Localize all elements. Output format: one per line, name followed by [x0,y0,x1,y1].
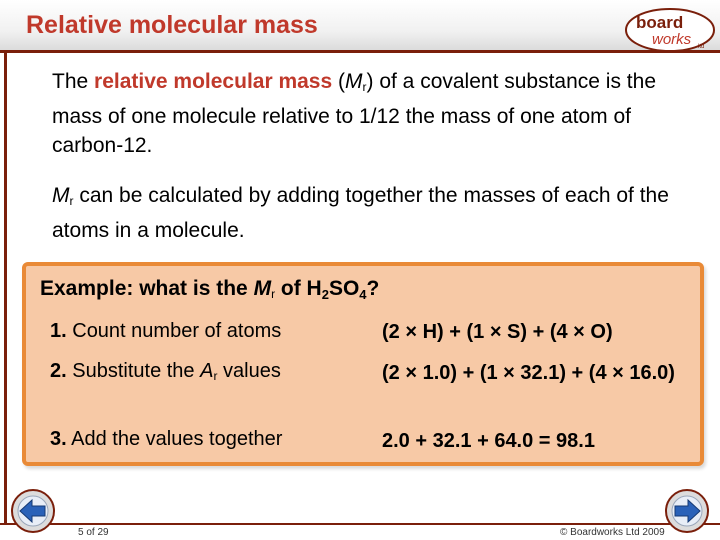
step-1-value: (2 × H) + (1 × S) + (4 × O) [382,321,613,343]
footer-divider [0,523,720,525]
slide-title: Relative molecular mass [26,11,318,39]
key-term: relative molecular mass [94,70,333,93]
logo-text-ltd: ltd [698,44,705,50]
calculation-paragraph: $M_r$ can be calculated by adding together the masses of each of the atoms in a molecule. [52,184,669,242]
next-slide-button[interactable] [664,488,710,534]
step-2-label: 2. Substitute the $A_r$ values [50,360,281,383]
step-3-value: 2.0 + 32.1 + 64.0 = 98.1 [382,430,595,452]
left-frame-bar [4,53,7,523]
definition-paragraph: The relative molecular mass $(M_r)$ of a covalent substance is the mass of one molecule relative to 1/12 the mass of one atom of carbon-12. [52,70,656,157]
logo-text-works: works [652,31,692,48]
step-2-value: (2 × 1.0) + (1 × 32.1) + (4 × 16.0) [382,362,675,384]
mr-symbol: M [52,184,70,207]
previous-slide-button[interactable] [10,488,56,534]
mr-symbol: M [345,70,363,93]
step-3-label: 3. Add the values together [50,428,283,450]
boardworks-logo [624,6,716,58]
step-1-label: 1. Count number of atoms [50,320,282,342]
copyright-notice: © Boardworks Ltd 2009 [560,527,665,538]
example-title: Example: what is the $M_r$ of H2SO4? [40,277,380,302]
page-number: 5 of 29 [78,527,109,538]
logo-text-board: board [636,13,684,32]
header-divider [0,50,720,53]
